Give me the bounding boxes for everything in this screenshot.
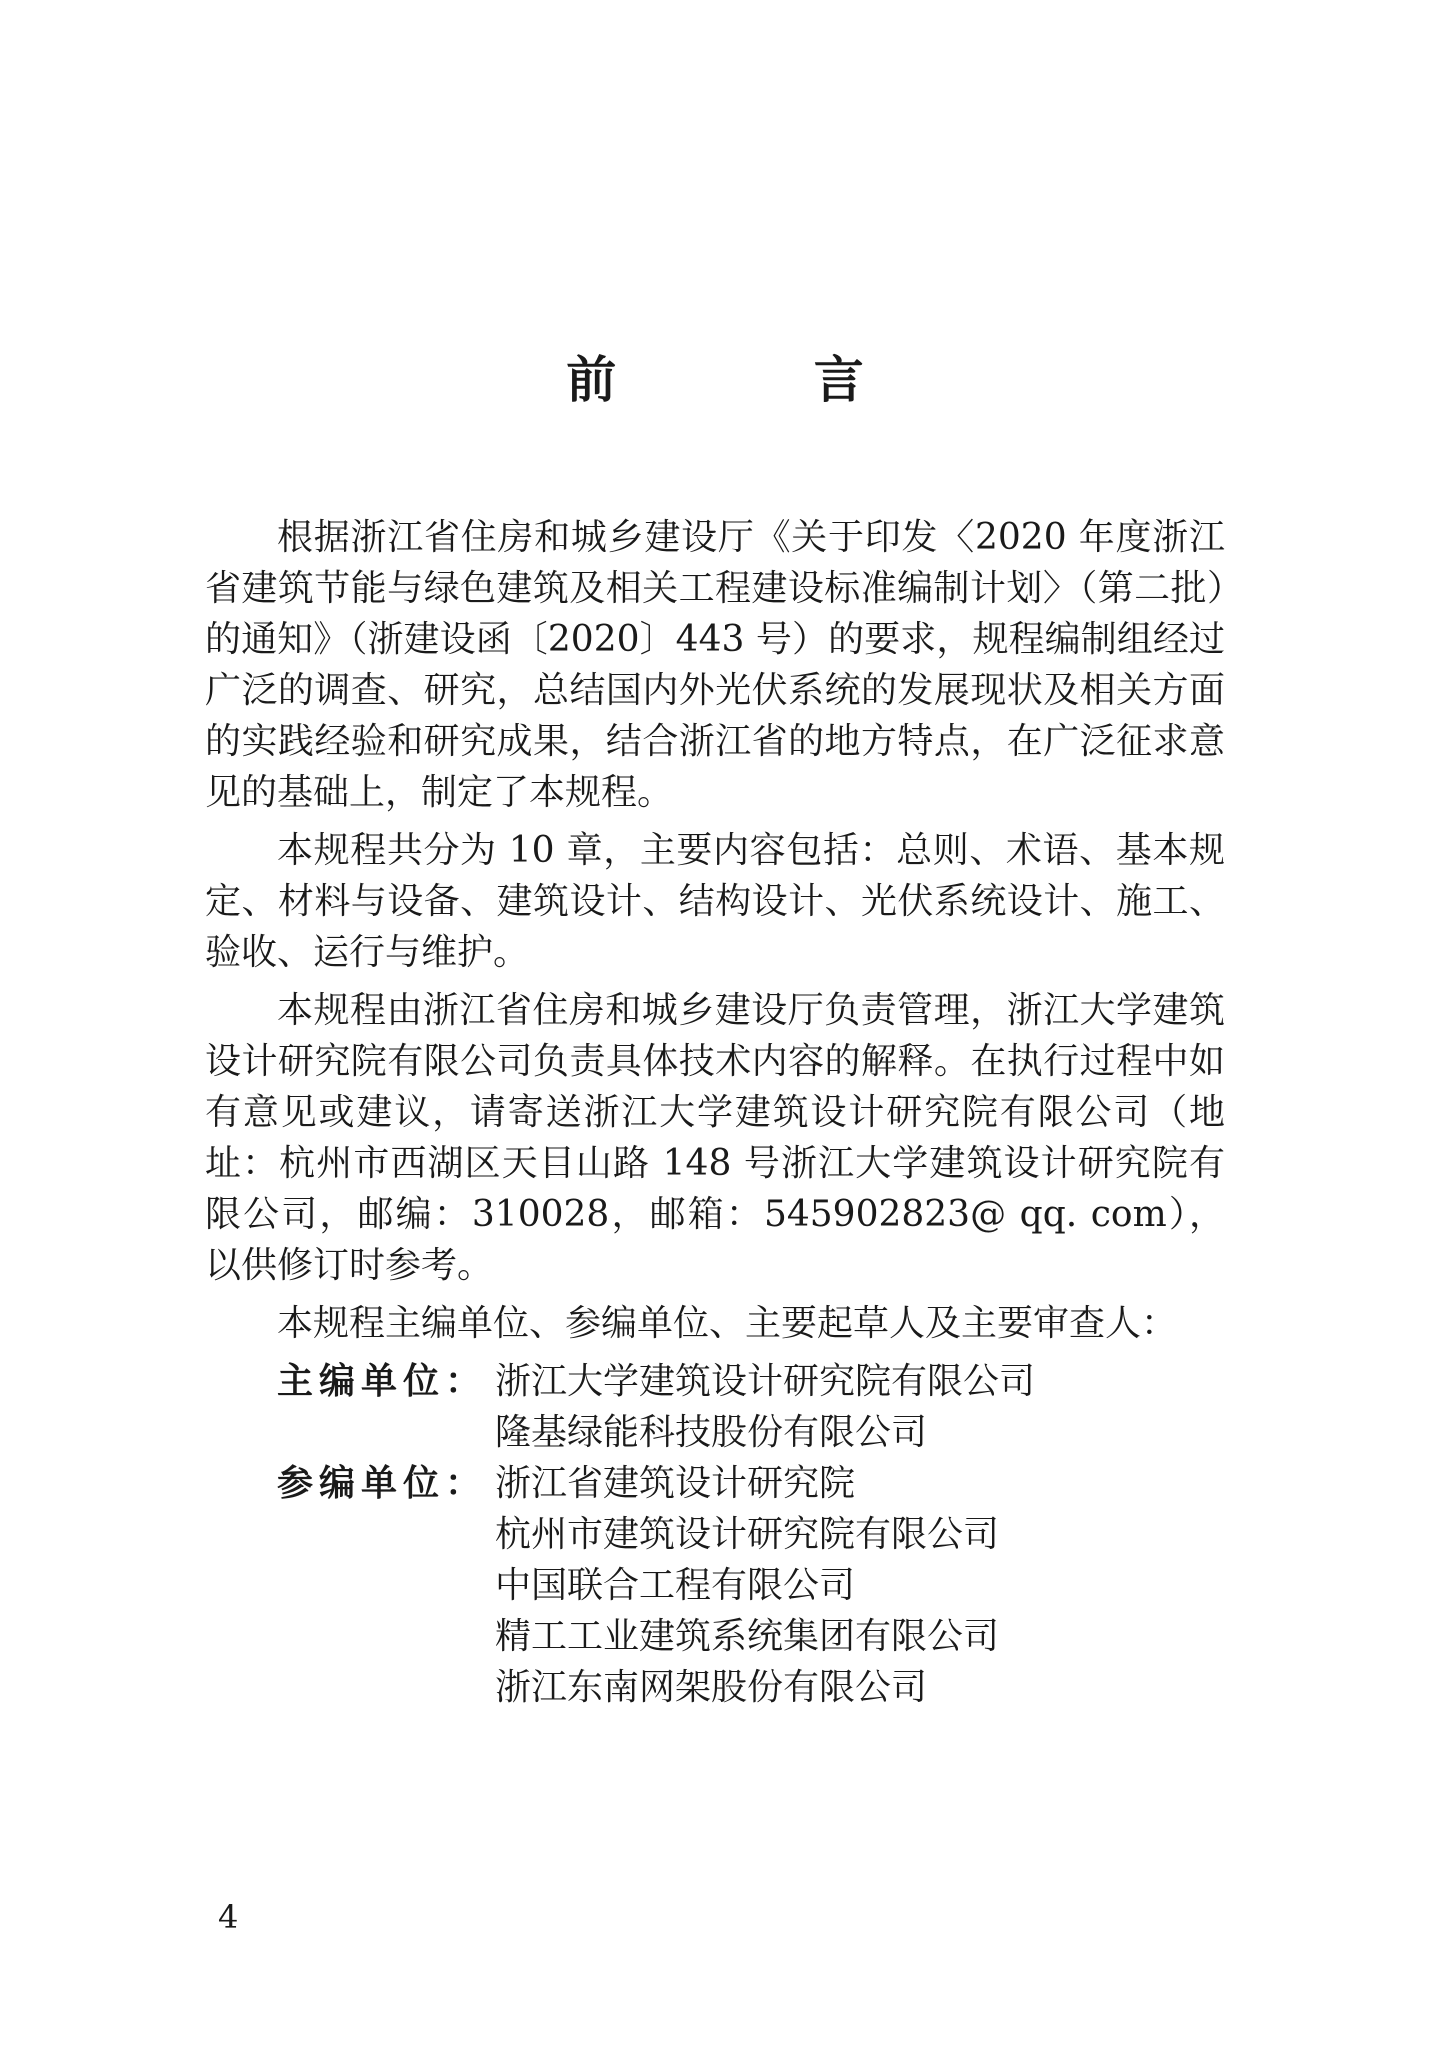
paragraph-management: 本规程由浙江省住房和城乡建设厅负责管理，浙江大学建筑设计研究院有限公司负责具体技术内容的解释。在执行过程中如有意见或建议，请寄送浙江大学建筑设计研究院有限公司（地址：杭州市西湖区天目山路 148 号浙江大学建筑设计研究院有限公司，邮编：310028，邮箱：545902823@ qq. com），以供修订时参考。	[205, 990, 1225, 1286]
page-title: 前 言	[566, 351, 954, 409]
participating-unit-item: 杭州市建筑设计研究院有限公司	[495, 1514, 1000, 1555]
page-number: 4	[218, 1898, 239, 1936]
chief-unit-item: 隆基绿能科技股份有限公司	[495, 1412, 928, 1453]
participating-unit-item: 浙江东南网架股份有限公司	[495, 1667, 928, 1708]
chief-units-label: 主编单位：	[277, 1361, 488, 1402]
participating-units-label: 参编单位：	[277, 1463, 488, 1504]
chief-unit-item: 浙江大学建筑设计研究院有限公司	[495, 1361, 1036, 1402]
paragraph-basis: 根据浙江省住房和城乡建设厅《关于印发〈2020 年度浙江省建筑节能与绿色建筑及相关工程建设标准编制计划〉（第二批）的通知》（浙建设函〔2020〕443 号）的要求，规程编制组经过广泛的调查、研究，总结国内外光伏系统的发展现状及相关方面的实践经验和研究成果，结合浙江省的地方特点，在广泛征求意见的基础上，制定了本规程。	[205, 517, 1225, 813]
chief-units-row	[205, 1356, 1225, 1458]
unit-list	[205, 1356, 1225, 1713]
preface-body	[205, 512, 1225, 1713]
participating-unit-item: 精工工业建筑系统集团有限公司	[495, 1616, 1000, 1657]
participating-units-list	[495, 1458, 999, 1713]
chief-units-list	[495, 1356, 1035, 1458]
participating-unit-item: 中国联合工程有限公司	[495, 1565, 856, 1606]
paragraph-participants-intro: 本规程主编单位、参编单位、主要起草人及主要审查人：	[277, 1303, 1178, 1344]
participating-units-row	[205, 1458, 1225, 1713]
participating-unit-item: 浙江省建筑设计研究院	[495, 1463, 856, 1504]
paragraph-contents: 本规程共分为 10 章，主要内容包括：总则、术语、基本规定、材料与设备、建筑设计、结构设计、光伏系统设计、施工、验收、运行与维护。	[205, 830, 1225, 973]
